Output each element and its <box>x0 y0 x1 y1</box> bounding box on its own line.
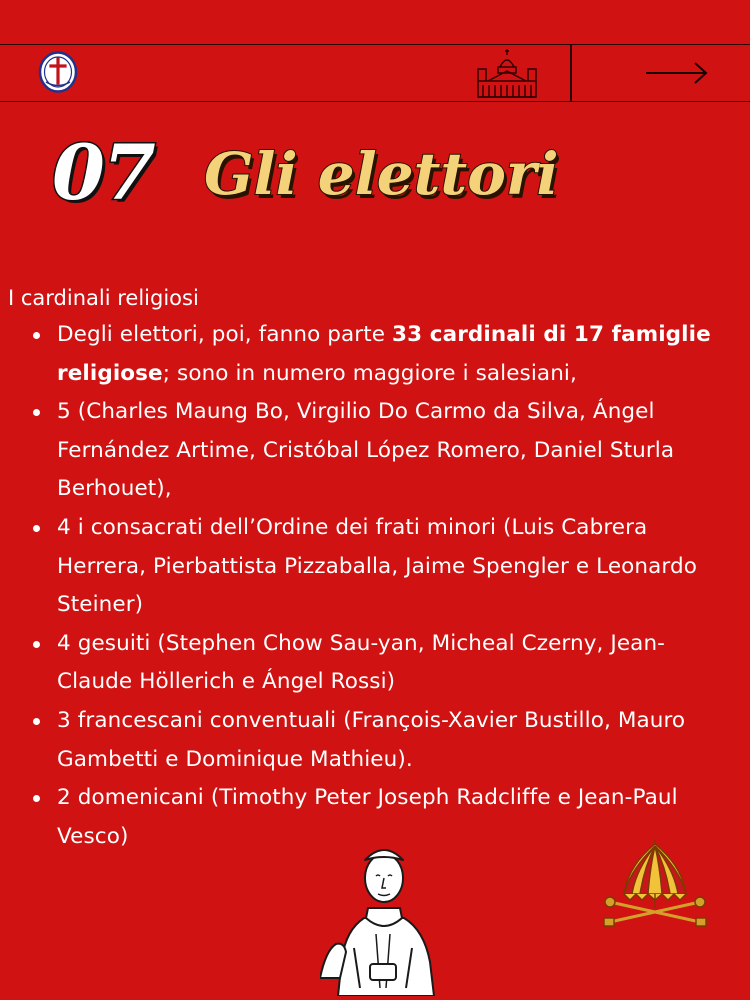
page-title: Gli elettori <box>204 140 559 208</box>
list-item: 4 i consacrati dell’Ordine dei frati minori (Luis Cabrera Herrera, Pierbattista Pizzaballa, Jaime Spengler e Leonardo Steiner) <box>8 509 738 625</box>
umbraculum-keys-icon <box>600 838 710 930</box>
cross-badge-icon <box>38 51 78 93</box>
section-subtitle: I cardinali religiosi <box>8 286 199 310</box>
list-item: 4 gesuiti (Stephen Chow Sau-yan, Micheal Czerny, Jean-Claude Höllerich e Ángel Rossi) <box>8 625 738 702</box>
pope-figure-icon <box>320 838 446 996</box>
title-row <box>48 128 738 238</box>
item-text-post: ; sono in numero maggiore i salesiani, <box>162 360 577 386</box>
list-item <box>8 316 738 393</box>
item-text-bold: 33 cardinali di 17 famiglie religiose <box>57 322 711 386</box>
list-item: 3 francescani conventuali (François-Xavier Bustillo, Mauro Gambetti e Dominique Mathieu). <box>8 702 738 779</box>
item-text-pre: Degli elettori, poi, fanno parte <box>57 322 393 347</box>
section-number: 07 <box>52 128 154 217</box>
header-divider <box>570 45 572 101</box>
list-item: 5 (Charles Maung Bo, Virgilio Do Carmo da Silva, Ángel Fernández Artime, Cristóbal López Romero, Daniel Sturla Berhouet), <box>8 393 738 509</box>
list-item: 2 domenicani (Timothy Peter Joseph Radcliffe e Jean-Paul Vesco) <box>8 779 738 856</box>
cardinal-list <box>8 316 738 856</box>
header-bar <box>0 44 750 102</box>
basilica-icon <box>474 47 540 99</box>
content-body <box>8 280 738 856</box>
arrow-right-icon[interactable] <box>645 61 709 85</box>
